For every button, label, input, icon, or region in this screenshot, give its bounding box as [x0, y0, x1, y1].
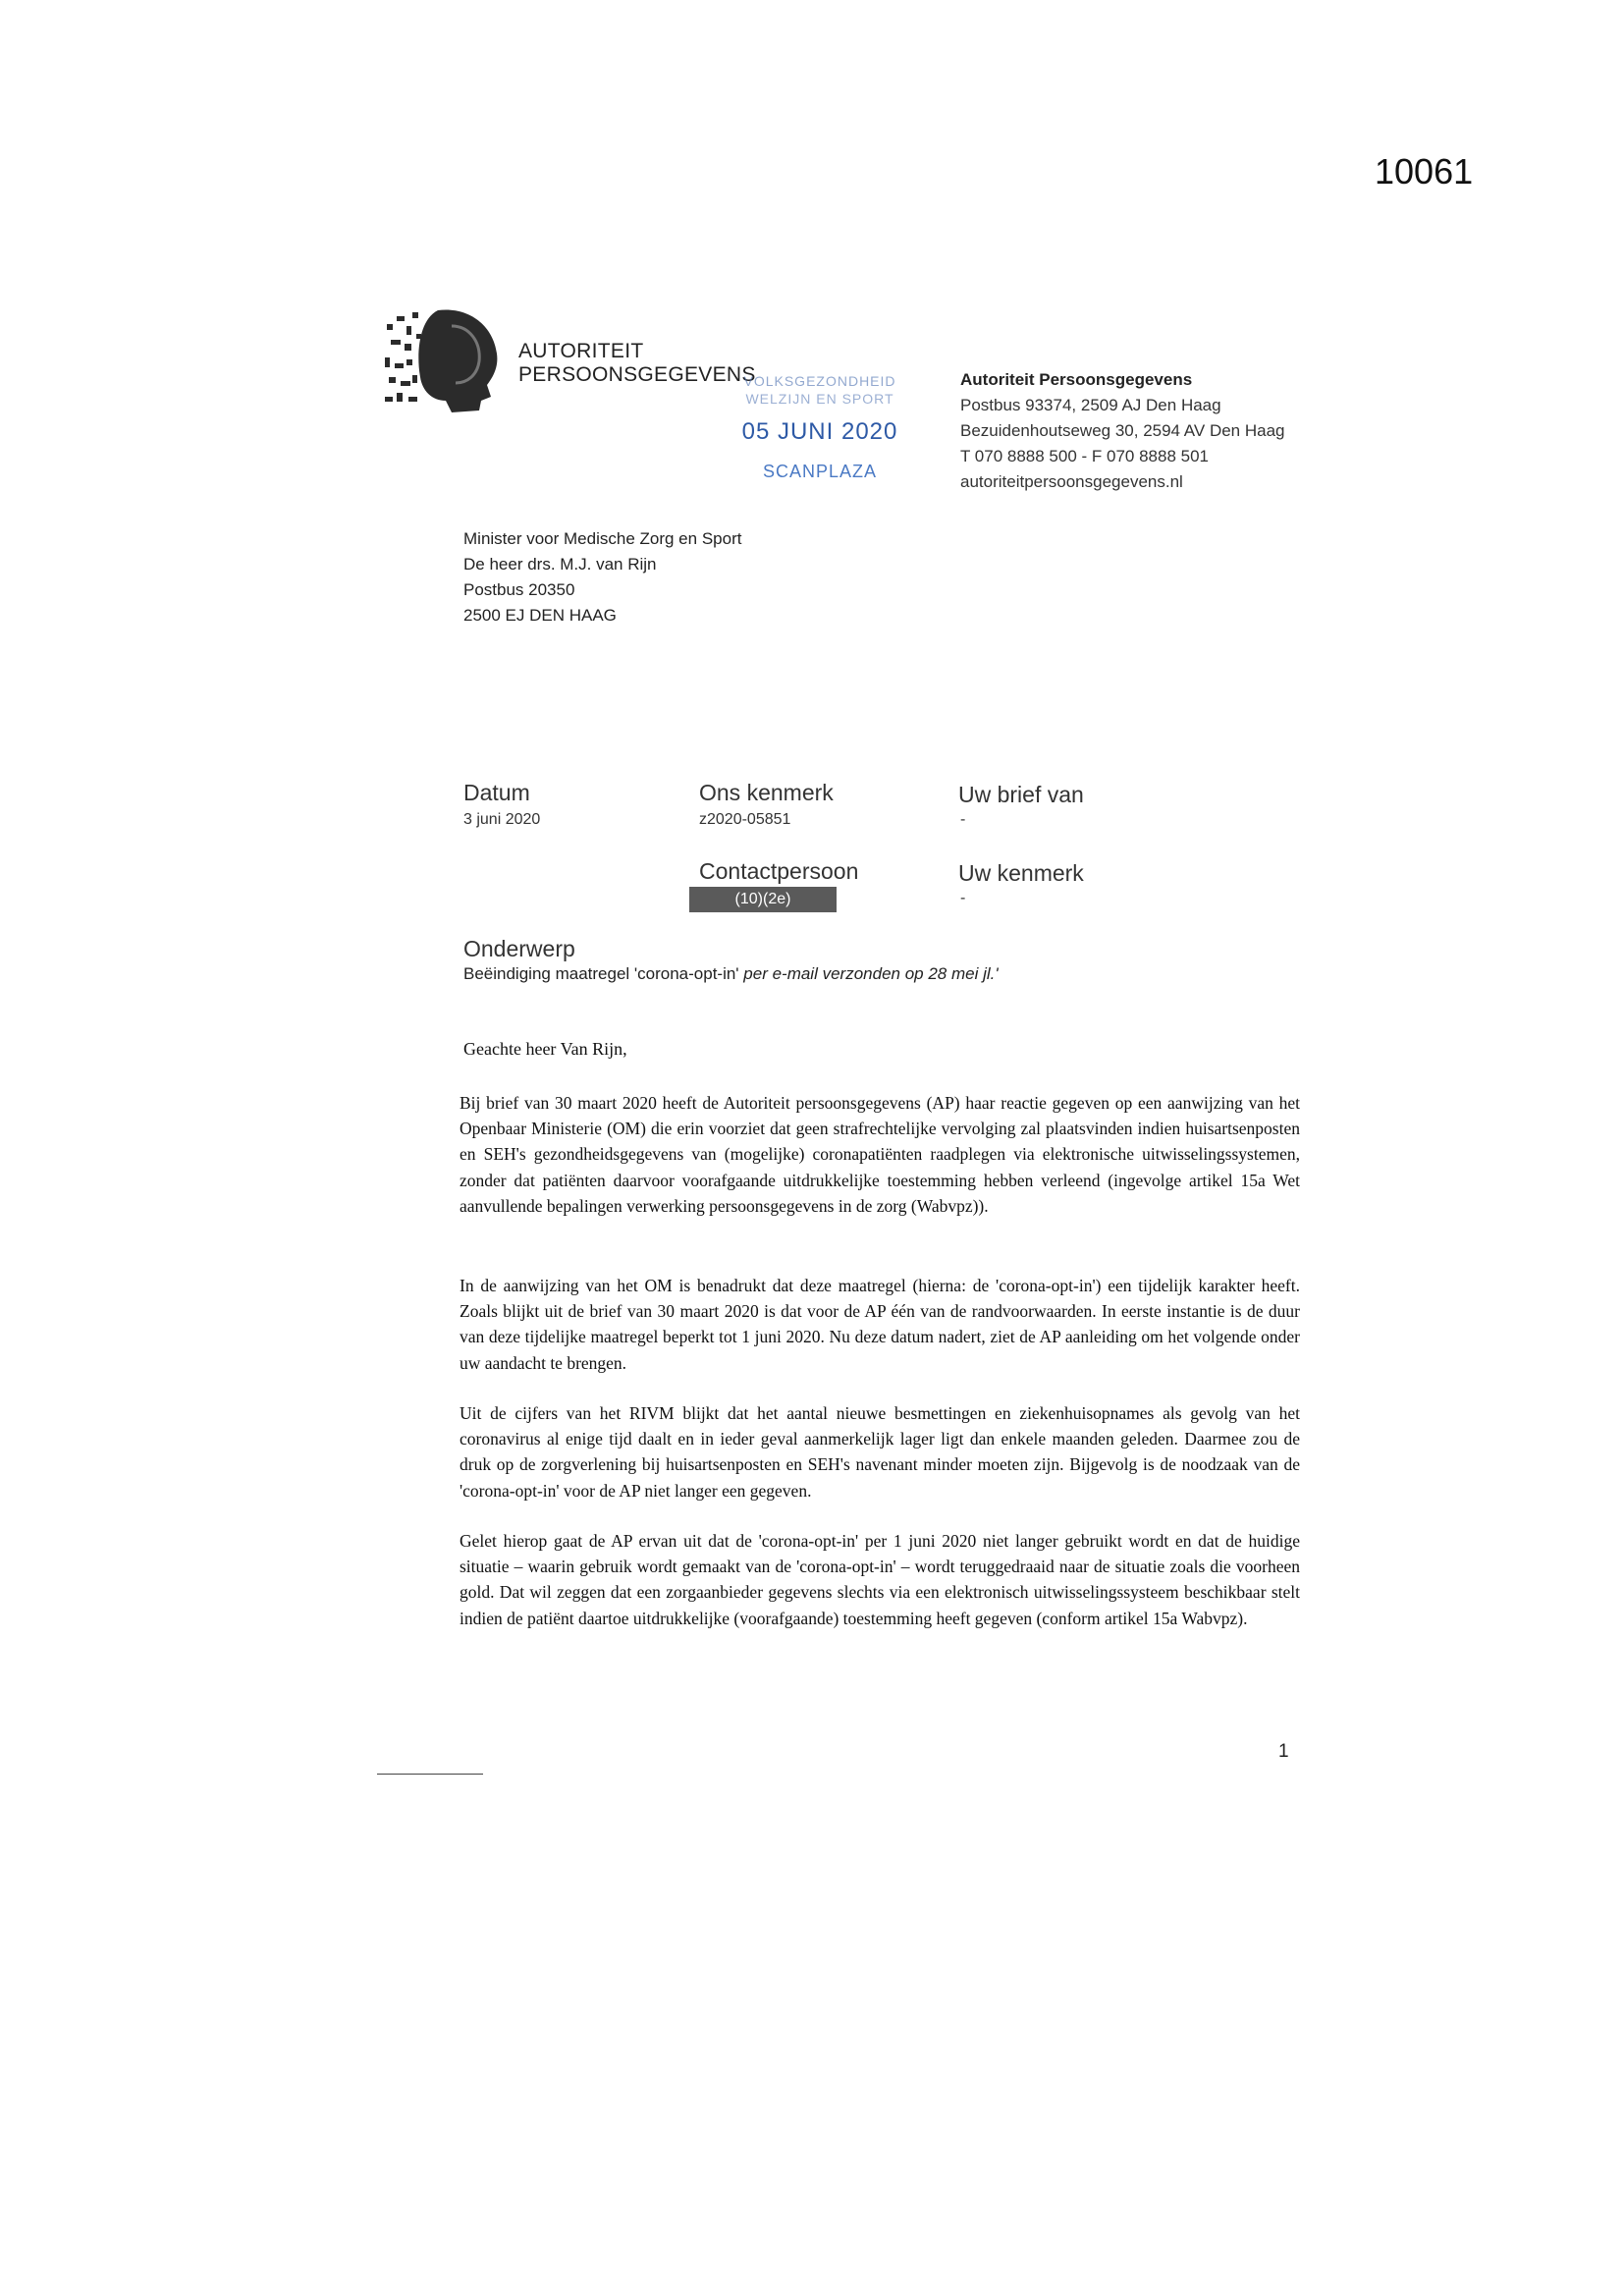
date-value: 3 juni 2020: [463, 811, 541, 828]
recipient-line1: Minister voor Medische Zorg en Sport: [463, 529, 742, 548]
org-name-line1: AUTORITEIT: [518, 340, 644, 362]
your-reference-label: Uw kenmerk: [958, 860, 1084, 886]
received-stamp: [727, 373, 913, 482]
org-name-line2: PERSOONSGEGEVENS: [518, 363, 756, 386]
body-paragraph-3: Uit de cijfers van het RIVM blijkt dat het aantal nieuwe besmettingen en ziekenhuisopnames als gevolg van het coronavirus al enige tijd daalt en in ieder geval aanmerkelijk lager ligt dan enkele maanden geleden. Daarmee zou de druk op de zorgverlening bij huisartsenposten en SEH's navenant minder moeten zijn. Bijgevolg is de noodzaak van de 'corona-opt-in' voor de AP niet langer een gegeven.: [460, 1403, 1300, 1501]
subject-italic: per e-mail verzonden op 28 mei jl.': [743, 964, 999, 983]
page-number-top: 10061: [1375, 151, 1474, 191]
subject-main: Beëindiging maatregel 'corona-opt-in': [463, 964, 744, 983]
stamp-date: 05 JUNI 2020: [741, 418, 898, 445]
recipient-line4: 2500 EJ DEN HAAG: [463, 606, 617, 625]
your-letter-value: -: [960, 811, 966, 828]
contact-redacted-value: (10)(2e): [689, 887, 837, 912]
body-paragraph-1: Bij brief van 30 maart 2020 heeft de Autoriteit persoonsgegevens (AP) haar reactie gegeven op een aanwijzing van het Openbaar Ministerie (OM) die erin voorziet dat geen strafrechtelijke vervolging zal plaatsvinden indien huisartsenposten en SEH's gezondheidsgegevens van (mogelijke) coronapatiënten raadplegen via elektronische uitwisselingssystemen, zonder dat patiënten daarvoor voorafgaande uitdrukkelijke toestemming hebben verleend (ingevolge artikel 15a Wet aanvullende bepalingen verwerking persoonsgegevens in de zorg (Wabvpz)).: [460, 1093, 1300, 1216]
body-paragraph-2: In de aanwijzing van het OM is benadrukt dat deze maatregel (hierna: de 'corona-opt-in') een tijdelijk karakter heeft. Zoals blijkt uit de brief van 30 maart 2020 is dat voor de AP één van de randvoorwaarden. In eerste instantie is de duur van deze tijdelijke maatregel beperkt tot 1 juni 2020. Nu deze datum nadert, ziet de AP aanleiding om het volgende onder uw aandacht te brengen.: [460, 1276, 1300, 1373]
reference-value: z2020-05851: [699, 811, 791, 828]
sender-phone: T 070 8888 500 - F 070 8888 501: [960, 447, 1209, 465]
sender-website: autoriteitpersoonsgegevens.nl: [960, 472, 1183, 491]
stamp-line2: WELZIJN EN SPORT: [745, 391, 894, 407]
reference-label: Ons kenmerk: [699, 780, 834, 805]
logo-head-icon: [383, 306, 503, 414]
footer-divider: [377, 1774, 483, 1775]
sender-name: Autoriteit Persoonsgegevens: [960, 370, 1193, 389]
salutation: Geachte heer Van Rijn,: [463, 1039, 627, 1059]
sender-postbus: Postbus 93374, 2509 AJ Den Haag: [960, 396, 1221, 414]
stamp-line1: VOLKSGEZONDHEID: [743, 373, 896, 389]
body-paragraph-4: Gelet hierop gaat de AP ervan uit dat de 'corona-opt-in' per 1 juni 2020 niet langer gebruikt wordt en dat de huidige situatie – waarin gebruik wordt gemaakt van de 'corona-opt-in' – wordt teruggedraaid naar de situatie zoals die voorheen gold. Dat wil zeggen dat een zorgaanbieder gegevens slechts via een elektronisch uitwisselingssysteem beschikbaar stelt indien de patiënt daartoe uitdrukkelijke (voorafgaande) toestemming heeft gegeven (conform artikel 15a Wabvpz).: [460, 1531, 1300, 1628]
recipient-line3: Postbus 20350: [463, 580, 575, 599]
contact-label: Contactpersoon: [699, 858, 859, 884]
stamp-label: SCANPLAZA: [762, 462, 878, 481]
sender-address: Bezuidenhoutseweg 30, 2594 AV Den Haag: [960, 421, 1285, 440]
your-reference-value: -: [960, 890, 966, 906]
sender-block: [960, 367, 1285, 495]
subject-text: [463, 964, 999, 984]
subject-label: Onderwerp: [463, 936, 575, 961]
date-label: Datum: [463, 780, 530, 805]
recipient-block: [463, 526, 741, 629]
page-number-bottom: 1: [1278, 1741, 1289, 1762]
recipient-line2: De heer drs. M.J. van Rijn: [463, 555, 657, 574]
your-letter-label: Uw brief van: [958, 782, 1084, 807]
